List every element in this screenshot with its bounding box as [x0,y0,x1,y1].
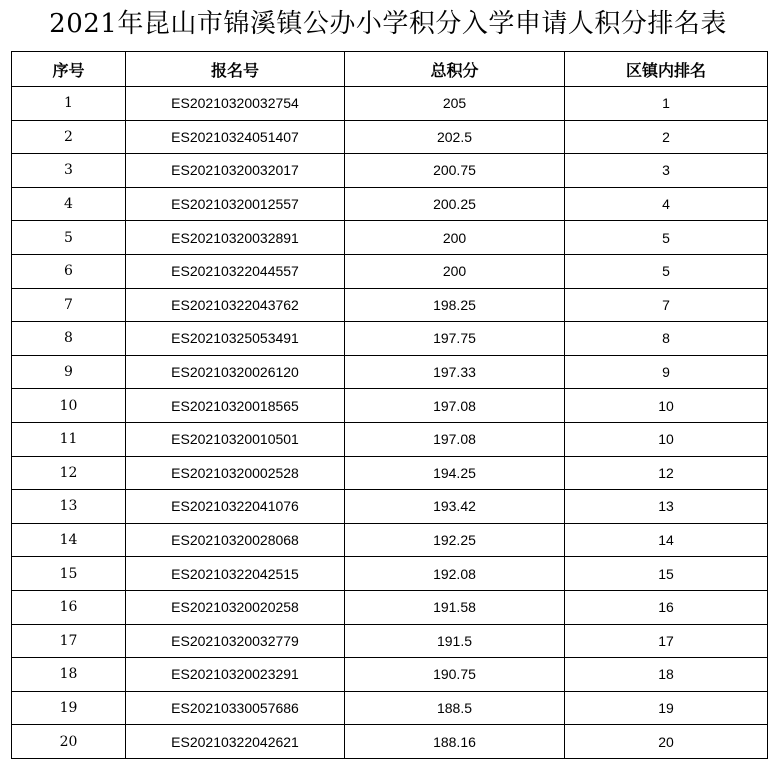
table-row [12,221,768,255]
cell-seq: 2 [12,120,126,154]
cell-rank: 15 [565,557,768,591]
table-row [12,557,768,591]
table-row [12,523,768,557]
cell-score: 197.08 [345,389,565,423]
table-row [12,725,768,759]
cell-regno: ES20210322042515 [126,557,345,591]
header-regno: 报名号 [126,52,345,87]
table-row [12,288,768,322]
cell-regno: ES20210322041076 [126,490,345,524]
cell-rank: 10 [565,389,768,423]
cell-score: 193.42 [345,490,565,524]
cell-seq: 17 [12,624,126,658]
cell-score: 194.25 [345,456,565,490]
cell-seq: 11 [12,422,126,456]
cell-seq: 7 [12,288,126,322]
table-row [12,422,768,456]
cell-seq: 3 [12,154,126,188]
cell-score: 192.25 [345,523,565,557]
cell-rank: 1 [565,87,768,121]
cell-score: 188.16 [345,725,565,759]
table-row [12,87,768,121]
cell-score: 197.08 [345,422,565,456]
cell-regno: ES20210320018565 [126,389,345,423]
table-row [12,389,768,423]
cell-rank: 20 [565,725,768,759]
cell-rank: 8 [565,322,768,356]
cell-rank: 5 [565,254,768,288]
table-row [12,658,768,692]
header-seq: 序号 [12,52,126,87]
cell-regno: ES20210322044557 [126,254,345,288]
cell-regno: ES20210320020258 [126,590,345,624]
ranking-table [11,51,768,759]
cell-score: 200.75 [345,154,565,188]
cell-rank: 19 [565,691,768,725]
cell-regno: ES20210322043762 [126,288,345,322]
cell-regno: ES20210325053491 [126,322,345,356]
cell-seq: 13 [12,490,126,524]
table-row [12,154,768,188]
cell-rank: 12 [565,456,768,490]
cell-rank: 5 [565,221,768,255]
page-title: 2021年昆山市锦溪镇公办小学积分入学申请人积分排名表 [49,9,727,39]
cell-rank: 16 [565,590,768,624]
cell-regno: ES20210330057686 [126,691,345,725]
cell-seq: 15 [12,557,126,591]
cell-regno: ES20210320032779 [126,624,345,658]
cell-rank: 3 [565,154,768,188]
table-body [12,87,768,759]
cell-seq: 20 [12,725,126,759]
header-row [12,52,768,87]
cell-regno: ES20210320032017 [126,154,345,188]
cell-regno: ES20210324051407 [126,120,345,154]
table-row [12,120,768,154]
cell-seq: 1 [12,87,126,121]
cell-score: 191.5 [345,624,565,658]
table-row [12,624,768,658]
cell-score: 192.08 [345,557,565,591]
header-score: 总积分 [345,52,565,87]
cell-score: 197.33 [345,355,565,389]
cell-seq: 8 [12,322,126,356]
cell-seq: 12 [12,456,126,490]
cell-seq: 4 [12,187,126,221]
table-row [12,322,768,356]
cell-regno: ES20210320028068 [126,523,345,557]
table-row [12,187,768,221]
cell-seq: 6 [12,254,126,288]
cell-score: 200 [345,221,565,255]
header-rank: 区镇内排名 [565,52,768,87]
cell-regno: ES20210320026120 [126,355,345,389]
cell-regno: ES20210320023291 [126,658,345,692]
cell-seq: 5 [12,221,126,255]
table-row [12,456,768,490]
cell-seq: 9 [12,355,126,389]
cell-rank: 13 [565,490,768,524]
cell-score: 190.75 [345,658,565,692]
table-row [12,590,768,624]
cell-seq: 19 [12,691,126,725]
cell-regno: ES20210322042621 [126,725,345,759]
cell-regno: ES20210320032891 [126,221,345,255]
cell-rank: 7 [565,288,768,322]
cell-score: 188.5 [345,691,565,725]
cell-rank: 2 [565,120,768,154]
cell-score: 200.25 [345,187,565,221]
cell-rank: 9 [565,355,768,389]
cell-score: 191.58 [345,590,565,624]
cell-score: 202.5 [345,120,565,154]
table-row [12,490,768,524]
cell-seq: 18 [12,658,126,692]
cell-regno: ES20210320002528 [126,456,345,490]
cell-score: 205 [345,87,565,121]
table-row [12,691,768,725]
cell-seq: 16 [12,590,126,624]
cell-regno: ES20210320010501 [126,422,345,456]
cell-score: 200 [345,254,565,288]
table-row [12,254,768,288]
cell-rank: 18 [565,658,768,692]
cell-seq: 10 [12,389,126,423]
cell-rank: 4 [565,187,768,221]
cell-score: 198.25 [345,288,565,322]
cell-seq: 14 [12,523,126,557]
cell-rank: 17 [565,624,768,658]
cell-score: 197.75 [345,322,565,356]
cell-regno: ES20210320032754 [126,87,345,121]
cell-rank: 10 [565,422,768,456]
cell-regno: ES20210320012557 [126,187,345,221]
cell-rank: 14 [565,523,768,557]
table-row [12,355,768,389]
